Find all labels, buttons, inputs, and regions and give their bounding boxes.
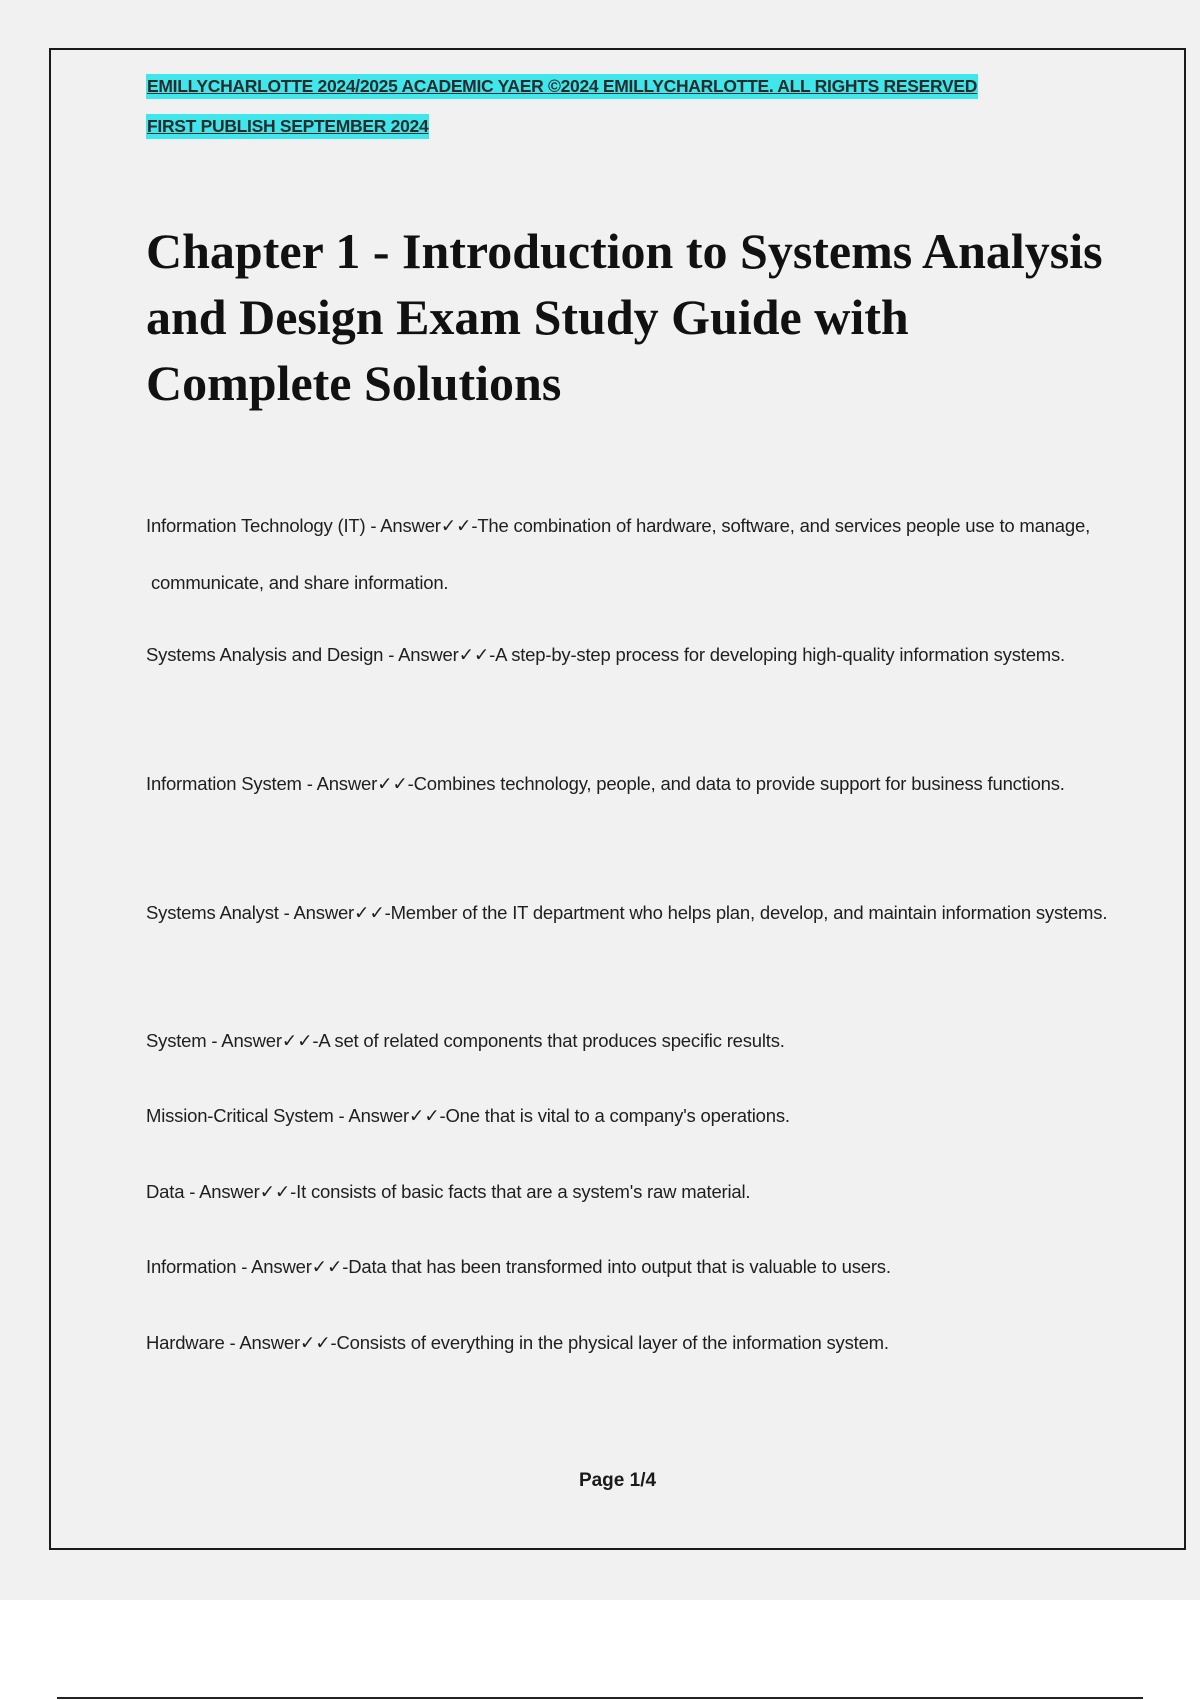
qa-entry-system: System - Answer✓✓-A set of related components that produces specific results. bbox=[146, 1030, 785, 1051]
qa-entry-systems-analysis-design: Systems Analysis and Design - Answer✓✓-A step-by-step process for developing high-quality information systems. bbox=[146, 644, 1065, 665]
qa-entry-data: Data - Answer✓✓-It consists of basic facts that are a system's raw material. bbox=[146, 1181, 751, 1202]
qa-entry-information-technology: Information Technology (IT) - Answer✓✓-The combination of hardware, software, and services people use to manage, communicate, and share information. bbox=[146, 515, 1091, 593]
qa-entry-information-system: Information System - Answer✓✓-Combines technology, people, and data to provide support for business functions. bbox=[146, 773, 1065, 794]
document-title: Chapter 1 - Introduction to Systems Analysis and Design Exam Study Guide with Complete Solutions bbox=[146, 223, 1103, 411]
copyright-header: EMILLYCHARLOTTE 2024/2025 ACADEMIC YAER ©2024 EMILLYCHARLOTTE. ALL RIGHTS RESERVED bbox=[146, 74, 978, 99]
qa-entry-hardware: Hardware - Answer✓✓-Consists of everything in the physical layer of the information system. bbox=[146, 1332, 889, 1353]
qa-entry-mission-critical-system: Mission-Critical System - Answer✓✓-One that is vital to a company's operations. bbox=[146, 1105, 790, 1126]
document-page bbox=[49, 48, 1186, 1550]
page-number: Page 1/4 bbox=[578, 1470, 657, 1491]
qa-entry-systems-analyst: Systems Analyst - Answer✓✓-Member of the IT department who helps plan, develop, and maintain information systems. bbox=[146, 902, 1108, 923]
publish-date-header: FIRST PUBLISH SEPTEMBER 2024 bbox=[146, 114, 429, 139]
next-page-divider bbox=[57, 1697, 1143, 1699]
qa-entry-information: Information - Answer✓✓-Data that has been transformed into output that is valuable to users. bbox=[146, 1256, 891, 1277]
